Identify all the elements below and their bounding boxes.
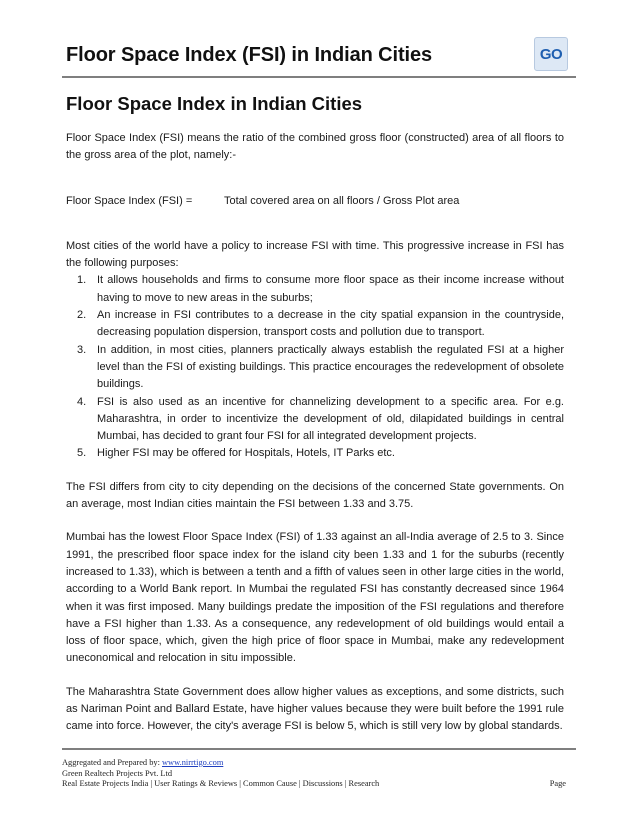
purposes-list xyxy=(66,272,564,462)
footer-prepared-line xyxy=(62,758,576,769)
website-link[interactable]: www.nirrtigo.com xyxy=(162,758,224,767)
mumbai-paragraph: Mumbai has the lowest Floor Space Index (FSI) of 1.33 against an all-India average of 2.5 to 3. Since 1991, the prescribed floor space index for the island city been 1.33 and 1 for the suburbs (recently increased to 1.33), which is between a tenth and a fifth of values seen in other large cities in the world, according to a World Bank report. In Mumbai the regulated FSI has constantly decreased since 1964 when it was first imposed. Many buildings predate the imposition of the FSI regulations and therefore have a FSI higher than 1.33. As a consequence, any redevelopment of old buildings would entail a loss of floor space, which, given the high price of floor space in Mumbai, make any redevelopment uneconomical and relocation in situ impossible. xyxy=(66,531,564,665)
page-header xyxy=(62,36,576,78)
list-item: An increase in FSI contributes to a decrease in the city spatial expansion in the countryside, decreasing population dispersion, transport costs and pollution due to transport. xyxy=(97,309,564,339)
list-item: In addition, in most cities, planners practically always establish the regulated FSI at a higher level than the FSI of existing buildings. This practice encourages the redevelopment of obsolete buildings. xyxy=(97,343,564,391)
purposes-intro: Most cities of the world have a policy to increase FSI with time. This progressive increase in FSI has the following purposes: xyxy=(66,239,564,270)
page-footer xyxy=(62,748,576,790)
maharashtra-paragraph: The Maharashtra State Government does allow higher values as exceptions, and some districts, such as Nariman Point and Ballard Estate, have higher values because they were built before the 1991 rule came into force. However, the city's average FSI is below 5, which is still very low by global standards. xyxy=(66,685,564,733)
document-title: Floor Space Index (FSI) in Indian Cities xyxy=(66,44,433,66)
list-item: FSI is also used as an incentive for channelizing development to a specific area. For e.g. Maharashtra, in order to incentivize the development of old, dilapidated buildings in central Mumbai, has decided to grant four FSI for all integrated development projects. xyxy=(97,395,564,443)
document-body xyxy=(66,92,564,736)
footer-company: Green Realtech Projects Pvt. Ltd xyxy=(62,768,173,778)
fsi-differs-paragraph: The FSI differs from city to city depending on the decisions of the concerned State governments. On an average, most Indian cities maintain the FSI between 1.33 and 3.75. xyxy=(66,480,564,511)
list-item: It allows households and firms to consume more floor space as their income increase without having to move to new areas in the suburbs; xyxy=(97,274,564,304)
logo-text: GO xyxy=(539,45,563,63)
footer-tagline: Real Estate Projects India | User Ratings & Reviews | Common Cause | Discussions | Research xyxy=(62,779,380,788)
fsi-formula xyxy=(66,193,564,210)
intro-paragraph: Floor Space Index (FSI) means the ratio of the combined gross floor (constructed) area of all floors to the gross area of the plot, namely:- xyxy=(66,132,564,162)
formula-lhs: Floor Space Index (FSI) = xyxy=(66,194,193,207)
page-label: Page xyxy=(549,779,566,788)
go-logo-icon xyxy=(534,37,568,71)
list-item: Higher FSI may be offered for Hospitals, Hotels, IT Parks etc. xyxy=(97,447,395,460)
formula-rhs: Total covered area on all floors / Gross Plot area xyxy=(224,194,460,207)
page-heading: Floor Space Index in Indian Cities xyxy=(66,93,363,114)
footer-prepared-label: Aggregated and Prepared by: xyxy=(62,758,162,767)
